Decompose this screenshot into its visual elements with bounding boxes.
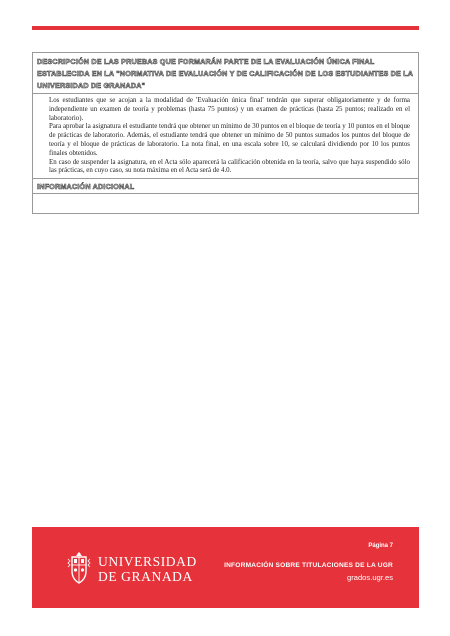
- paragraph-aprobar: Para aprobar la asignatura el estudiante tendrá que obtener un mínimo de 30 puntos en el bloque de teoría y 10 puntos en el bloque de prácticas de laboratorio. Además, el estudiante tendrá que obtener un mínimo de 50 puntos sumados los puntos del bloque de teoría y el bloque de prácticas de laboratorio. La nota final, en una escala sobre 10, se calculará dividiendo por 10 los puntos finales obtenidos.: [49, 123, 410, 157]
- page-number: Página 7: [368, 543, 393, 549]
- university-name-line1: UNIVERSIDAD: [98, 554, 197, 569]
- section-heading-text: DESCRIPCIÓN DE LAS PRUEBAS QUE FORMARÁN PARTE DE LA EVALUACIÓN ÚNICA FINAL ESTABLECIDA EN LA "NORMATIVA DE EVALUACIÓN Y DE CALIFICACIÓN DE LOS ESTUDIANTES DE LA UNIVERSIDAD DE GRANADA": [37, 57, 413, 90]
- footer-info-title: INFORMACIÓN SOBRE TITULACIONES DE LA UGR: [224, 562, 393, 569]
- page-footer: [32, 527, 419, 608]
- section-body: [49, 97, 410, 176]
- paragraph-modalidad: Los estudiantes que se acojan a la modalidad de 'Evaluación única final' tendrán que superar obligatoriamente y de forma independiente un examen de teoría y problemas (hasta 75 puntos) y un examen de prácticas (hasta 25 puntos; realizado en el laboratorio).: [49, 97, 410, 122]
- section-heading-evaluacion-unica: [33, 53, 418, 94]
- paragraph-suspender: En caso de suspender la asignatura, en el Acta sólo aparecerá la calificación obtenida en la teoría, salvo que haya suspendido sólo las prácticas, en cuyo caso, su nota máxima en el Acta será de 4.0.: [49, 158, 410, 175]
- footer-url-link[interactable]: grados.ugr.es: [346, 573, 393, 582]
- university-name-line2: DE GRANADA: [98, 569, 193, 584]
- informacion-adicional-content: [33, 193, 418, 213]
- section-heading-text: INFORMACIÓN ADICIONAL: [37, 182, 135, 191]
- ugr-crest-icon: [66, 551, 92, 585]
- top-red-rule: [32, 26, 419, 30]
- section-heading-informacion-adicional: [33, 178, 418, 194]
- evaluation-table: [32, 52, 419, 214]
- university-name: [98, 554, 197, 584]
